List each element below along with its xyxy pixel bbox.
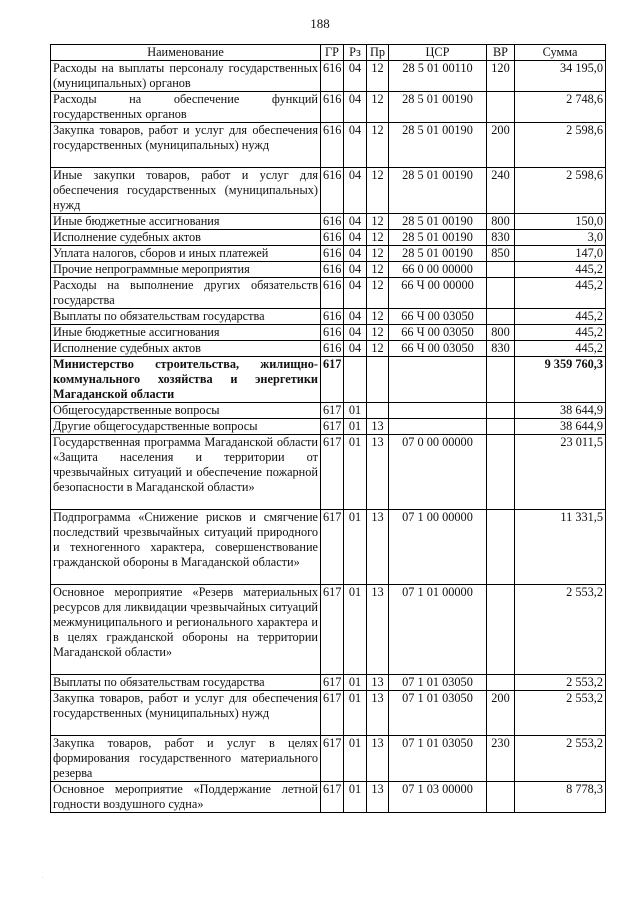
cell-rz: 01 [344, 782, 367, 813]
table-row [51, 782, 606, 813]
cell-rz: 01 [344, 691, 367, 736]
cell-gr: 617 [321, 675, 344, 691]
table-row [51, 309, 606, 325]
cell-rz: 04 [344, 123, 367, 168]
cell-csr: 28 5 01 00110 [389, 61, 487, 92]
cell-gr: 616 [321, 325, 344, 341]
cell-sum: 8 778,3 [515, 782, 606, 813]
cell-vr [487, 435, 515, 510]
cell-rz: 04 [344, 278, 367, 309]
cell-csr: 07 1 01 03050 [389, 691, 487, 736]
cell-pr: 12 [367, 61, 389, 92]
cell-vr [487, 585, 515, 675]
cell-csr: 66 Ч 00 03050 [389, 309, 487, 325]
cell-csr: 28 5 01 00190 [389, 168, 487, 214]
cell-pr: 12 [367, 262, 389, 278]
table-row [51, 585, 606, 675]
cell-rz: 01 [344, 675, 367, 691]
cell-sum: 445,2 [515, 262, 606, 278]
cell-pr: 12 [367, 123, 389, 168]
cell-csr: 07 1 01 00000 [389, 585, 487, 675]
cell-pr [367, 403, 389, 419]
cell-sum: 34 195,0 [515, 61, 606, 92]
cell-pr: 13 [367, 782, 389, 813]
cell-pr: 13 [367, 510, 389, 585]
header-rz: Рз [344, 45, 367, 61]
table-header [51, 45, 606, 61]
header-sum: Сумма [515, 45, 606, 61]
table-row [51, 736, 606, 782]
cell-pr: 12 [367, 309, 389, 325]
header-gr: ГР [321, 45, 344, 61]
page-number: 188 [310, 16, 330, 31]
cell-gr: 616 [321, 278, 344, 309]
cell-rz: 04 [344, 61, 367, 92]
cell-csr: 66 Ч 00 03050 [389, 325, 487, 341]
cell-csr: 07 0 00 00000 [389, 435, 487, 510]
cell-csr: 28 5 01 00190 [389, 214, 487, 230]
cell-pr: 13 [367, 419, 389, 435]
cell-sum: 147,0 [515, 246, 606, 262]
table-row [51, 278, 606, 309]
header-name: Наименование [51, 45, 321, 61]
table-row [51, 262, 606, 278]
cell-vr: 830 [487, 230, 515, 246]
cell-name: Закупка товаров, работ и услуг в целях формирования государственного материального резерва [51, 736, 321, 782]
cell-sum: 2 553,2 [515, 585, 606, 675]
cell-rz: 04 [344, 341, 367, 357]
cell-name: Исполнение судебных актов [51, 341, 321, 357]
cell-name: Закупка товаров, работ и услуг для обеспечения государственных (муниципальных) нужд [51, 123, 321, 168]
cell-gr: 617 [321, 419, 344, 435]
cell-name: Расходы на выплаты персоналу государственных (муниципальных) органов [51, 61, 321, 92]
table-row [51, 61, 606, 92]
cell-rz: 04 [344, 325, 367, 341]
cell-vr [487, 403, 515, 419]
table-row [51, 691, 606, 736]
cell-pr: 13 [367, 435, 389, 510]
cell-sum: 2 553,2 [515, 691, 606, 736]
cell-vr [487, 357, 515, 403]
table-row [51, 168, 606, 214]
cell-rz: 04 [344, 214, 367, 230]
cell-rz: 04 [344, 92, 367, 123]
cell-csr: 07 1 00 00000 [389, 510, 487, 585]
cell-gr: 616 [321, 262, 344, 278]
header-vr: ВР [487, 45, 515, 61]
table-row [51, 92, 606, 123]
cell-rz: 04 [344, 309, 367, 325]
cell-pr: 12 [367, 341, 389, 357]
cell-rz: 01 [344, 419, 367, 435]
cell-pr: 12 [367, 278, 389, 309]
cell-sum: 2 598,6 [515, 168, 606, 214]
cell-name: Подпрограмма «Снижение рисков и смягчение последствий чрезвычайных ситуаций природного и техногенного характера, совершенствование гражданской обороны в Магаданской области» [51, 510, 321, 585]
cell-sum: 23 011,5 [515, 435, 606, 510]
cell-sum: 2 598,6 [515, 123, 606, 168]
cell-sum: 38 644,9 [515, 403, 606, 419]
cell-vr [487, 782, 515, 813]
cell-name: Уплата налогов, сборов и иных платежей [51, 246, 321, 262]
cell-name: Иные бюджетные ассигнования [51, 325, 321, 341]
cell-pr: 12 [367, 325, 389, 341]
cell-vr [487, 510, 515, 585]
cell-name: Государственная программа Магаданской области «Защита населения и территории от чрезвычайных ситуаций и обеспечение пожарной безопасности в Магаданской области» [51, 435, 321, 510]
cell-name: Министерство строительства, жилищно-коммунального хозяйства и энергетики Магаданской области [51, 357, 321, 403]
cell-name: Прочие непрограммные мероприятия [51, 262, 321, 278]
cell-sum: 150,0 [515, 214, 606, 230]
cell-csr: 07 1 03 00000 [389, 782, 487, 813]
cell-rz: 04 [344, 230, 367, 246]
cell-name: Выплаты по обязательствам государства [51, 309, 321, 325]
cell-name: Исполнение судебных актов [51, 230, 321, 246]
scan-speck: · [42, 876, 44, 881]
table-body [51, 61, 606, 813]
cell-name: Иные бюджетные ассигнования [51, 214, 321, 230]
cell-name: Основное мероприятие «Поддержание летной годности воздушного судна» [51, 782, 321, 813]
cell-gr: 616 [321, 341, 344, 357]
cell-rz [344, 357, 367, 403]
cell-vr: 200 [487, 691, 515, 736]
cell-csr: 28 5 01 00190 [389, 230, 487, 246]
cell-vr [487, 262, 515, 278]
cell-vr: 800 [487, 214, 515, 230]
cell-name: Другие общегосударственные вопросы [51, 419, 321, 435]
cell-vr: 800 [487, 325, 515, 341]
cell-csr: 28 5 01 00190 [389, 123, 487, 168]
cell-pr: 12 [367, 246, 389, 262]
table-row [51, 214, 606, 230]
table-row [51, 325, 606, 341]
cell-pr: 12 [367, 92, 389, 123]
cell-pr [367, 357, 389, 403]
cell-gr: 616 [321, 246, 344, 262]
cell-sum: 445,2 [515, 341, 606, 357]
cell-pr: 12 [367, 214, 389, 230]
cell-vr: 200 [487, 123, 515, 168]
cell-rz: 01 [344, 736, 367, 782]
table-row [51, 246, 606, 262]
cell-sum: 11 331,5 [515, 510, 606, 585]
cell-rz: 04 [344, 168, 367, 214]
cell-pr: 12 [367, 230, 389, 246]
table-row [51, 435, 606, 510]
cell-sum: 2 748,6 [515, 92, 606, 123]
cell-csr [389, 357, 487, 403]
table-row [51, 510, 606, 585]
cell-gr: 616 [321, 230, 344, 246]
cell-csr: 66 Ч 00 03050 [389, 341, 487, 357]
cell-sum: 445,2 [515, 325, 606, 341]
cell-vr [487, 419, 515, 435]
header-row [51, 45, 606, 61]
cell-pr: 13 [367, 691, 389, 736]
table-row [51, 230, 606, 246]
cell-rz: 04 [344, 246, 367, 262]
cell-vr [487, 675, 515, 691]
cell-name: Общегосударственные вопросы [51, 403, 321, 419]
cell-gr: 616 [321, 214, 344, 230]
budget-table [50, 44, 606, 813]
cell-rz: 04 [344, 262, 367, 278]
table-row [51, 341, 606, 357]
cell-gr: 617 [321, 691, 344, 736]
cell-pr: 13 [367, 736, 389, 782]
cell-name: Основное мероприятие «Резерв материальных ресурсов для ликвидации чрезвычайных ситуаций межмуниципального и регионального характера и в целях гражданской обороны на территории Магаданской области» [51, 585, 321, 675]
cell-gr: 616 [321, 92, 344, 123]
cell-pr: 12 [367, 168, 389, 214]
cell-vr: 830 [487, 341, 515, 357]
cell-sum: 9 359 760,3 [515, 357, 606, 403]
cell-vr: 240 [487, 168, 515, 214]
cell-csr [389, 403, 487, 419]
cell-vr [487, 309, 515, 325]
cell-rz: 01 [344, 435, 367, 510]
cell-csr: 07 1 01 03050 [389, 675, 487, 691]
cell-name: Расходы на обеспечение функций государственных органов [51, 92, 321, 123]
cell-vr: 120 [487, 61, 515, 92]
header-csr: ЦСР [389, 45, 487, 61]
cell-rz: 01 [344, 585, 367, 675]
cell-sum: 2 553,2 [515, 736, 606, 782]
cell-rz: 01 [344, 510, 367, 585]
cell-csr: 07 1 01 03050 [389, 736, 487, 782]
table-row [51, 357, 606, 403]
cell-csr [389, 419, 487, 435]
cell-gr: 616 [321, 168, 344, 214]
cell-gr: 617 [321, 357, 344, 403]
header-pr: Пр [367, 45, 389, 61]
cell-vr [487, 92, 515, 123]
cell-name: Расходы на выполнение других обязательств государства [51, 278, 321, 309]
cell-vr: 850 [487, 246, 515, 262]
cell-gr: 616 [321, 61, 344, 92]
cell-sum: 445,2 [515, 278, 606, 309]
cell-vr: 230 [487, 736, 515, 782]
cell-pr: 13 [367, 585, 389, 675]
cell-gr: 617 [321, 585, 344, 675]
cell-name: Закупка товаров, работ и услуг для обеспечения государственных (муниципальных) нужд [51, 691, 321, 736]
cell-csr: 28 5 01 00190 [389, 246, 487, 262]
cell-gr: 616 [321, 309, 344, 325]
cell-vr [487, 278, 515, 309]
table-row [51, 403, 606, 419]
table-row [51, 675, 606, 691]
cell-sum: 38 644,9 [515, 419, 606, 435]
cell-rz: 01 [344, 403, 367, 419]
cell-csr: 66 0 00 00000 [389, 262, 487, 278]
cell-gr: 616 [321, 123, 344, 168]
cell-gr: 617 [321, 403, 344, 419]
table-row [51, 123, 606, 168]
cell-csr: 66 Ч 00 00000 [389, 278, 487, 309]
cell-sum: 445,2 [515, 309, 606, 325]
cell-gr: 617 [321, 782, 344, 813]
cell-name: Иные закупки товаров, работ и услуг для обеспечения государственных (муниципальных) нужд [51, 168, 321, 214]
table-row [51, 419, 606, 435]
cell-pr: 13 [367, 675, 389, 691]
cell-gr: 617 [321, 736, 344, 782]
cell-gr: 617 [321, 435, 344, 510]
cell-name: Выплаты по обязательствам государства [51, 675, 321, 691]
cell-sum: 2 553,2 [515, 675, 606, 691]
cell-gr: 617 [321, 510, 344, 585]
cell-sum: 3,0 [515, 230, 606, 246]
cell-csr: 28 5 01 00190 [389, 92, 487, 123]
